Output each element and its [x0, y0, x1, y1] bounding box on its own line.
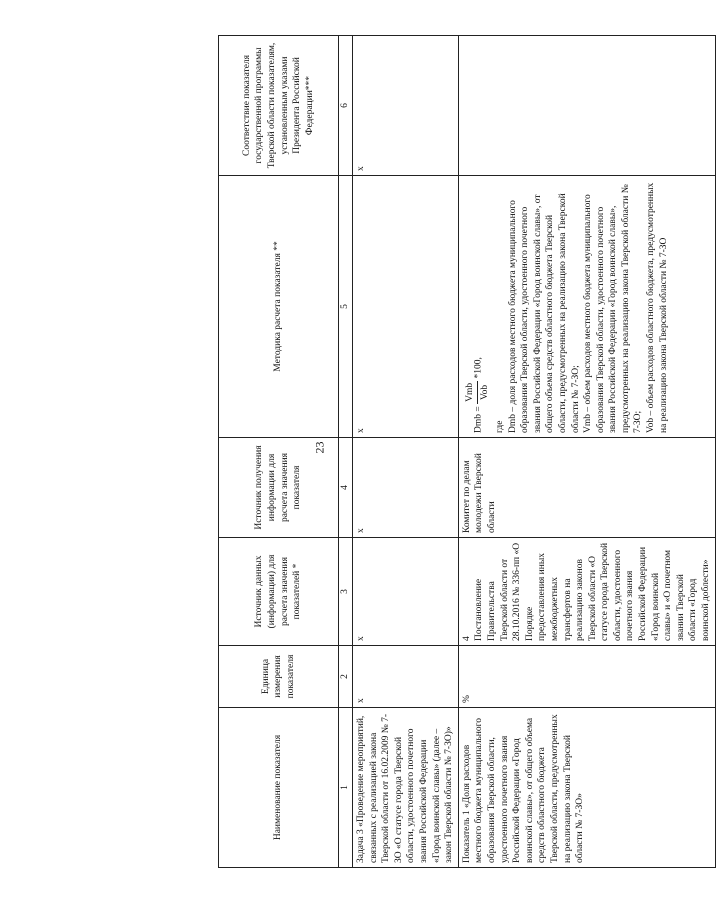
formula-where: где	[494, 420, 505, 433]
formula	[464, 180, 492, 433]
formula-left: Dmb =	[473, 406, 484, 433]
column-number: 2	[339, 646, 353, 708]
header-compliance: Соответствие показателя государственной программы Тверской области показателям, установленным указами Президента Российской Федерации***	[219, 36, 339, 176]
formula-bar	[477, 381, 478, 404]
header-data-source: Источник данных (информации) для расчета значения показателей *	[219, 538, 339, 646]
row-compliance	[458, 36, 715, 176]
row-method: х	[353, 176, 459, 438]
formula-denominator: Vob	[480, 384, 491, 400]
indicators-table	[218, 35, 716, 868]
formula-numerator: Vmb	[464, 382, 475, 402]
header-method: Методика расчета показателя **	[219, 176, 339, 438]
column-number: 4	[339, 438, 353, 538]
header-info-source: Источник получения информации для расчета значения показателя	[219, 438, 339, 538]
method-text: Dmb – доля расходов местного бюджета муниципального образования Тверской области, удостоенного почетного звания Российской Федерации «Город воинской славы», от общего объема средств областного бюджета Тверской области, предусмотренных на реализацию закона Тверской области № 7-ЗО; Vmb – объем расходов местного бюджета муниципального образования Тверской области, удостоенного почетного звания Российской Федерации «Город воинской славы», предусмотренных на реализацию закона Тверской области № 7-ЗО; Vob – объем расходов областного бюджета, предусмотренных на реализацию закона Тверской области № 7-ЗО	[507, 182, 669, 433]
row-info-source: Комитет по делам молодежи Тверской области	[458, 438, 715, 538]
formula-fraction	[464, 381, 492, 404]
header-unit: Единица измерения показателя	[219, 646, 339, 708]
row-name: Показатель 1 «Доля расходов местного бюджета муниципального образования Тверской области, удостоенного почетного звания Российской Федерации «Город воинской славы», от общего объема средств областного бюджета Тверской области, предусмотренных на реализацию закона Тверской области № 7-ЗО»	[458, 708, 715, 868]
row-method-cell	[458, 176, 715, 438]
column-number: 3	[339, 538, 353, 646]
page-number: 23	[312, 441, 327, 454]
table-row-task3	[353, 36, 459, 868]
table-row-indicator1	[458, 36, 715, 868]
row-compliance: х	[353, 36, 459, 176]
row-data-source: 4 Постановление Правительства Тверской области от 28.10.2016 № 336-пп «О Порядке предоставления иных межбюджетных трансфертов на реализацию законов Тверской области «О статусе города Тверской области, удостоенного почетного звания Российской Федерации «Город воинской славы» и «О почетном звании Тверской области «Город воинской доблести»	[458, 538, 715, 646]
column-numbers-row	[339, 36, 353, 868]
rotated-table-container	[218, 36, 712, 868]
column-number: 5	[339, 176, 353, 438]
row-unit: х	[353, 646, 459, 708]
row-unit: %	[458, 646, 715, 708]
header-name: Наименование показателя	[219, 708, 339, 868]
column-number: 1	[339, 708, 353, 868]
row-data-source: х	[353, 538, 459, 646]
column-number: 6	[339, 36, 353, 176]
formula-right: *100,	[473, 357, 484, 379]
header-row	[219, 36, 339, 868]
row-info-source: х	[353, 438, 459, 538]
row-name: Задача 3 «Проведение мероприятий, связанных с реализацией закона Тверской области от 16.02.2009 № 7-ЗО «О статусе города Тверской области, удостоенного почетного звания Российской Федерации «Город воинской славы» (далее – закон Тверской области № 7-ЗО)»	[353, 708, 459, 868]
